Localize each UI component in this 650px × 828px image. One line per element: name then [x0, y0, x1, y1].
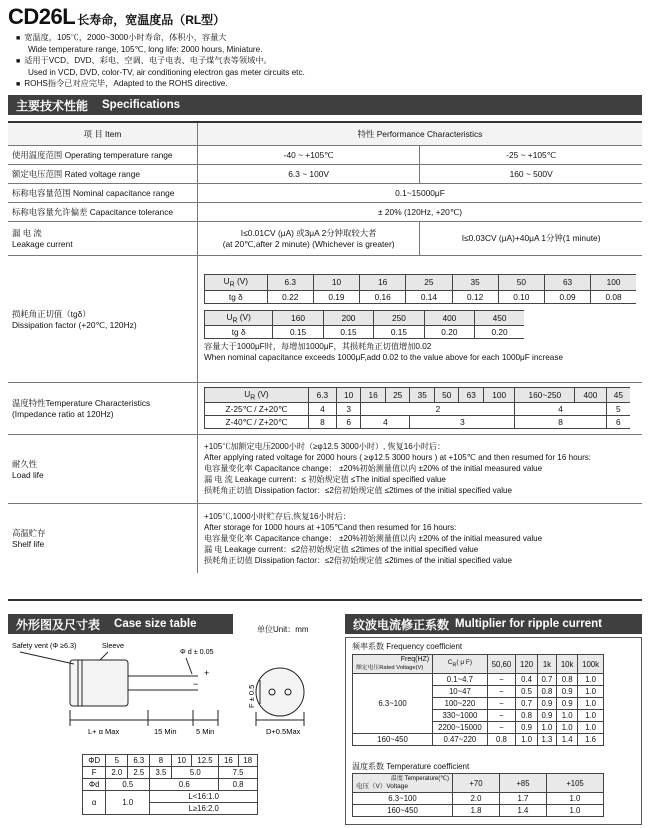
df2-head-v: 160 [273, 310, 323, 326]
dims-cell: 2.0 [106, 767, 128, 779]
freq-cell: − [487, 698, 516, 710]
freq-cell: 10~47 [433, 686, 488, 698]
dims-cell: 18 [238, 755, 257, 767]
temp-table [352, 773, 604, 817]
spec-bar-en: Specifications [102, 99, 180, 111]
leak-b: I≤0.03CV (μA)+40μA 1分钟(1 minute) [420, 221, 642, 255]
tc-en: (Impedance ratio at 120Hz) [12, 409, 114, 419]
minus-sign: − [193, 679, 199, 689]
df-cell [198, 255, 643, 382]
feature-item: ■ 适用于VCD、DVD、彩电、空调、电子电表、电子煤气表等领域中。 [16, 55, 648, 67]
tc-r2-val: 6 [336, 416, 361, 429]
tc-table [204, 387, 630, 430]
temp-cell: 1.8 [453, 805, 500, 817]
dims-cell: 1.0 [106, 791, 150, 815]
tc-label [8, 382, 198, 434]
dims-table [82, 754, 258, 815]
feature-item: Used in VCD, DVD, color-TV, air conditioning electron gas meter circuits etc. [28, 68, 305, 77]
load-line: +105℃加额定电压2000小时（≥φ12.5 3000小时）, 恢复16小时后： [204, 442, 446, 451]
freq-cell: 2200~15000 [433, 722, 488, 734]
freq-cell: 0.47~220 [433, 734, 488, 746]
freq-cell: 0.9 [516, 722, 538, 734]
dims-cell: 10 [172, 755, 191, 767]
freq-cell: 1.6 [578, 734, 604, 746]
temp-cell: 1.7 [499, 793, 546, 805]
temp-cell: 1.0 [546, 805, 603, 817]
freq-cell: 0.4 [516, 674, 538, 686]
leak-a1: I≤0.01CV (μA) 或3μA 2分钟取较大者 [240, 228, 377, 238]
tc-head-v: 6.3 [308, 387, 336, 403]
leak-en: Leakage current [12, 239, 73, 249]
dims-cell: 5.0 [172, 767, 219, 779]
volt-label: 额定电压范围 Rated voltage range [8, 164, 198, 183]
cap-label: 标称电容量范围 Nominal capacitance range [8, 183, 198, 202]
tc-head-v: 400 [575, 387, 606, 403]
tc-cell [198, 382, 643, 434]
temp-head-v: 电压（V）Voltage [356, 783, 409, 790]
temp-col: +85 [499, 774, 546, 793]
dims-cell: 6.3 [128, 755, 150, 767]
df1-head-v: 25 [406, 274, 452, 290]
tc-r2-val: 4 [361, 416, 410, 429]
leak-a2: (at 20℃,after 2 minute) (Whichever is greater) [222, 239, 395, 249]
df-note-1: 容量大于1000μF时，每增加1000μF，其损耗角正切值增加0.02 [204, 342, 432, 352]
freq-cell: 0.7 [516, 698, 538, 710]
head-char: 特性 Performance Characteristics [198, 123, 643, 145]
freq-group: 160~450 [353, 734, 433, 746]
freq-cell: 1.0 [557, 710, 578, 722]
freq-cell: 0.1~4.7 [433, 674, 488, 686]
case-drawing [8, 638, 338, 738]
df1-val: 0.22 [267, 290, 313, 303]
df2-head-v: 450 [475, 310, 524, 326]
tc-head-v: 10 [336, 387, 361, 403]
unit-label: 单位Unit：mm [257, 625, 309, 634]
df1-head-v: 100 [591, 274, 636, 290]
tc-head-v: 50 [434, 387, 459, 403]
tol-val: ± 20% (120Hz, +20℃) [198, 202, 643, 221]
tc-r2-val: 6 [606, 416, 630, 429]
tc-r2-val: 8 [308, 416, 336, 429]
ripple-bar-cn: 纹波电流修正系数 [353, 617, 450, 632]
load-line: After applying rated voltage for 2000 hours ( ≥φ12.5 3000 hours ) at +105℃ and then resumed for 16 hours: [204, 453, 592, 462]
freq-cell: 1.0 [578, 674, 604, 686]
temp-label: 使用温度范围 Operating temperature range [8, 145, 198, 164]
leak-cn: 漏 电 流 [12, 228, 42, 238]
freq-head-cr: $C_R$( μ F) [433, 655, 488, 674]
freq-cell: 0.9 [537, 698, 556, 710]
temp-col: +105 [546, 774, 603, 793]
freq-col: 120 [516, 655, 538, 674]
feature-item: ■ 宽温度，105℃，2000~3000小时寿命，体积小，容量大 [16, 32, 648, 44]
leak-a [198, 221, 420, 255]
shelf-cn: 高温贮存 [12, 528, 46, 539]
df2-head-v: 200 [323, 310, 373, 326]
volt-a: 6.3 ~ 100V [198, 164, 420, 183]
df1-row-label: tg δ [205, 290, 268, 303]
dims-cell: 12.5 [191, 755, 218, 767]
df2-val: 0.20 [475, 326, 524, 339]
freq-col: 10k [557, 655, 578, 674]
freq-table [352, 654, 604, 746]
plus-sign: + [204, 668, 210, 678]
df2-head-v: 400 [424, 310, 474, 326]
tc-r1-val: 3 [336, 403, 361, 416]
freq-col: 1k [537, 655, 556, 674]
freq-cell: 1.3 [537, 734, 556, 746]
df-table-1 [204, 274, 636, 304]
case-bar-en: Case size table [114, 618, 197, 630]
shelf-line: 漏 电 Leakage current：≤2倍初始规定值 ≤2times of the initial specified value [204, 544, 479, 554]
df1-val: 0.09 [544, 290, 590, 303]
df-en: Dissipation factor (+20℃, 120Hz) [12, 319, 137, 330]
df2-val: 0.15 [273, 326, 323, 339]
temp-cell: 160~450 [353, 805, 453, 817]
df2-val: 0.20 [424, 326, 474, 339]
temp-b: -25 ~ +105℃ [420, 145, 642, 164]
freq-cell: 0.7 [537, 674, 556, 686]
min5-label: 5 Min [196, 727, 215, 736]
df2-val: 0.15 [374, 326, 424, 339]
header [8, 4, 648, 90]
temp-cell: 6.3~100 [353, 793, 453, 805]
freq-cell: 1.0 [578, 710, 604, 722]
df2-row-label: tg δ [205, 326, 273, 339]
dims-cell: 3.5 [150, 767, 172, 779]
tc-r2-val: 8 [515, 416, 606, 429]
freq-cell: 0.8 [557, 674, 578, 686]
load-line: 损耗角正切值 Dissipation factor：≤2倍初始规定值 ≤2times of the initial specified value [204, 486, 513, 495]
dims-cell: L≥16:2.0 [150, 803, 258, 815]
tc-r1-val: 5 [606, 403, 630, 416]
freq-cell: 1.0 [516, 734, 538, 746]
freq-group: 6.3~100 [353, 674, 433, 734]
shelf-line: 损耗角正切值 Dissipation factor：≤2倍初始规定值 ≤2times of the initial specified value [204, 555, 513, 565]
df1-head-v: 6.3 [267, 274, 313, 290]
temp-cell: 2.0 [453, 793, 500, 805]
tc-head-v: 63 [459, 387, 484, 403]
shelf-line: After storage for 1000 hours at +105℃and then resumed for 16 hours: [204, 522, 457, 532]
tc-head-v: 100 [483, 387, 514, 403]
model-title: CD26L [8, 4, 76, 29]
df1-head-v: 35 [452, 274, 498, 290]
freq-cell: 1.0 [578, 686, 604, 698]
df1-val: 0.19 [313, 290, 359, 303]
load-cell [198, 434, 643, 503]
shelf-label [8, 503, 198, 573]
df2-val: 0.15 [323, 326, 373, 339]
df1-head-v: 16 [360, 274, 406, 290]
freq-corner [353, 655, 433, 674]
diameter-label: D+0.5Max [266, 727, 301, 736]
df1-head-v: 50 [498, 274, 544, 290]
freq-head-rated: 额定电压Rated Voltage(V) [356, 665, 424, 671]
tc-head-v: 16 [361, 387, 386, 403]
tc-head-u: $U_R$ (V) [205, 387, 309, 403]
freq-cell: 1.0 [537, 722, 556, 734]
feature-item: Wide temperature range, 105℃, long life: 2000 hours, Miniature. [28, 45, 263, 54]
dims-cell: 16 [219, 755, 238, 767]
load-line: 电容量变化率 Capacitance change： ±20%初始测量值以内 ±20% of the initial measured value [204, 464, 543, 473]
df1-head-v: 63 [544, 274, 590, 290]
df1-val: 0.16 [360, 290, 406, 303]
freq-cell: 0.9 [557, 686, 578, 698]
dims-cell: 0.8 [219, 779, 258, 791]
capacitor-top-drawing [256, 668, 304, 726]
leak-label [8, 221, 198, 255]
sleeve-label: Sleeve [102, 641, 124, 650]
temp-head-t: 温度 Temperature(℃) [390, 776, 449, 782]
df-table-2 [204, 310, 524, 340]
load-cn: 耐久性 [12, 458, 38, 469]
freq-cell: − [487, 674, 516, 686]
freq-cell: − [487, 722, 516, 734]
tol-label: 标称电容量允许偏差 Capacitance tolerance [8, 202, 198, 221]
tc-r2-val: 3 [410, 416, 515, 429]
freq-cell: 1.0 [557, 722, 578, 734]
df1-head-v: 10 [313, 274, 359, 290]
length-label: L+ α Max [88, 727, 120, 736]
dims-cell: 0.6 [150, 779, 219, 791]
safety-vent-label: Safety vent (Φ ≥6.3) [12, 641, 77, 650]
shelf-line: 电容量变化率 Capacitance change： ±20%初始测量值以内 ±20% of the initial measured value [204, 533, 543, 543]
load-label [8, 434, 198, 503]
spec-table [8, 123, 642, 573]
dims-cell: 8 [150, 755, 172, 767]
tc-r1-val: 2 [361, 403, 515, 416]
head-item: 项 目 Item [8, 123, 198, 145]
freq-cell: 330~1000 [433, 710, 488, 722]
temp-title: 温度系数 Temperature coefficient [352, 762, 470, 771]
temp-cell: 1.0 [546, 793, 603, 805]
df2-head-u: $U_R$ (V) [205, 310, 273, 326]
shelf-cell [198, 503, 643, 573]
tc-r1-label: Z-25℃ / Z+20℃ [205, 403, 309, 416]
freq-cell: 1.4 [557, 734, 578, 746]
freq-head-hz: Freq(HZ) [400, 656, 430, 663]
temp-cell: 1.4 [499, 805, 546, 817]
temp-a: -40 ~ +105℃ [198, 145, 420, 164]
tc-head-v: 35 [410, 387, 435, 403]
load-en: Load life [12, 469, 44, 480]
case-section-bar [8, 614, 233, 634]
df1-val: 0.12 [452, 290, 498, 303]
tc-head-v: 160~250 [515, 387, 575, 403]
df-label [8, 255, 198, 382]
capacitor-body-drawing [20, 652, 218, 726]
load-line: 漏 电 流 Leakage current：≤ 初始规定值 ≤The initial specified value [204, 475, 446, 484]
temp-corner [353, 774, 453, 793]
feature-list [16, 32, 648, 90]
ripple-section-bar [345, 614, 642, 634]
dims-cell: F [83, 767, 106, 779]
tc-r1-val: 4 [515, 403, 606, 416]
dims-cell: 0.5 [106, 779, 150, 791]
df1-val: 0.08 [591, 290, 636, 303]
df1-val: 0.14 [406, 290, 452, 303]
dims-cell: Φd [83, 779, 106, 791]
freq-cell: 0.5 [516, 686, 538, 698]
dims-cell: ΦD [83, 755, 106, 767]
freq-col: 100k [578, 655, 604, 674]
freq-cell: 0.8 [516, 710, 538, 722]
feature-item: ■ ROHS指令已对应完毕，Adapted to the ROHS directive. [16, 78, 648, 90]
df1-val: 0.10 [498, 290, 544, 303]
dims-cell: α [83, 791, 106, 815]
freq-cell: 1.0 [578, 722, 604, 734]
ripple-bar-en: Multiplier for ripple current [455, 618, 602, 630]
spec-bar-cn: 主要技术性能 [16, 98, 89, 113]
volt-b: 160 ~ 500V [420, 164, 642, 183]
freq-cell: 100~220 [433, 698, 488, 710]
dims-cell: L<16:1.0 [150, 791, 258, 803]
df-cn: 损耗角正切值（tgδ） [12, 308, 91, 319]
freq-title: 频率系数 Frequency coefficient [352, 642, 463, 651]
lead-dia-label: Φ d ± 0.05 [180, 647, 214, 656]
tc-head-v: 45 [606, 387, 630, 403]
tc-r1-val: 4 [308, 403, 336, 416]
freq-cell: 0.8 [537, 686, 556, 698]
tc-cn: 温度特性Temperature Characteristics [12, 398, 151, 408]
freq-cell: 0.9 [557, 698, 578, 710]
freq-cell: 0.8 [487, 734, 516, 746]
dims-cell: 2.5 [128, 767, 150, 779]
freq-cell: 1.0 [578, 698, 604, 710]
tc-head-v: 25 [385, 387, 410, 403]
pitch-label: F ± 0.5 [247, 684, 256, 708]
shelf-en: Shelf life [12, 539, 45, 550]
df2-head-v: 250 [374, 310, 424, 326]
freq-cell: − [487, 710, 516, 722]
min15-label: 15 Min [154, 727, 177, 736]
df1-head-u: $U_R$ (V) [205, 274, 268, 290]
case-bar-cn: 外形图及尺寸表 [16, 617, 101, 632]
freq-col: 50,60 [487, 655, 516, 674]
shelf-line: +105℃,1000小时贮存后,恢复16小时后： [204, 511, 351, 521]
freq-cell: 0.9 [537, 710, 556, 722]
freq-cell: − [487, 686, 516, 698]
tc-r2-label: Z-40℃ / Z+20℃ [205, 416, 309, 429]
spec-section-bar [8, 95, 642, 115]
dims-cell: 7.5 [219, 767, 258, 779]
cap-val: 0.1~15000μF [198, 183, 643, 202]
dims-cell: 5 [106, 755, 128, 767]
temp-col: +70 [453, 774, 500, 793]
model-subtitle: 长寿命，宽温度品（RL型） [77, 13, 226, 27]
df-note-2: When nominal capacitance exceeds 1000μF,add 0.02 to the value above for each 1000μF increase [204, 353, 563, 363]
